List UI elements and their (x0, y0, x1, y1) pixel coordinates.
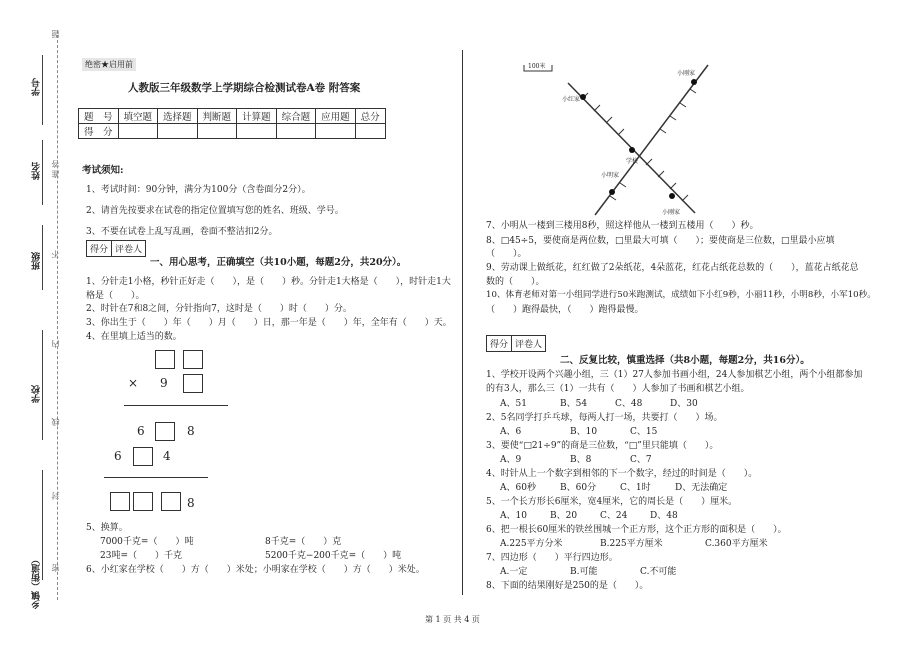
grader-name-label: 评卷人 (115, 245, 143, 255)
grader-box (486, 335, 546, 352)
margin-label-xuexiao: 学校 (32, 385, 42, 403)
margin-line (42, 330, 43, 440)
grader-box (86, 240, 146, 257)
map-label: 小刚家 (677, 70, 696, 77)
conversion-item: 5200千克−200千克=（ ）吨 (265, 551, 402, 561)
score-cell[interactable] (316, 124, 356, 139)
puzzle-digit: 4 (163, 449, 171, 463)
score-table-header: 计算题 (237, 109, 277, 124)
puzzle-digit: 6 (137, 424, 145, 438)
question-text: 3、你出生于（ ）年（ ）月（ ）日，那一年是（ ）年，全年有（ ）天。 (86, 318, 452, 328)
score-table-header: 应用题 (316, 109, 356, 124)
option[interactable]: D、48 (650, 511, 678, 521)
margin-line (42, 55, 43, 125)
puzzle-digit: 6 (114, 449, 122, 463)
score-table-header: 选择题 (158, 109, 198, 124)
option[interactable]: C.不可能 (640, 567, 677, 577)
grader-score-label: 得分 (87, 241, 112, 256)
grader-name-label: 评卷人 (515, 340, 543, 350)
question-text: （ ）。 (486, 249, 527, 259)
option[interactable]: C、1时 (620, 483, 651, 493)
map-label: 小刚家 (662, 209, 681, 216)
option[interactable]: B.可能 (570, 567, 598, 577)
column-divider (462, 50, 463, 595)
seal-char: 线 (51, 418, 60, 426)
seal-char: 内 (51, 340, 60, 348)
question-text: 的有3人，那么三（1）一共有（ ）人参加了书画和棋艺小组。 (486, 384, 750, 394)
question-text: 数的（ ）。 (486, 277, 545, 287)
option[interactable]: B、60分 (560, 483, 597, 493)
section1-title: 一、用心思考，正确填空（共10小题，每题2分，共20分）。 (150, 257, 407, 268)
answer-box[interactable] (133, 492, 153, 511)
option[interactable]: B、8 (570, 455, 592, 465)
question-text: 5、换算。 (86, 523, 128, 533)
seal-char: 准 (51, 170, 60, 178)
margin-label-xingming: 姓名 (32, 162, 42, 180)
puzzle-digit: 9 (160, 376, 168, 390)
question-text: 3、要使“□21÷9”的商是三位数，“□”里只能填（ ）。 (486, 441, 719, 451)
map-label: 小红家 (562, 96, 581, 103)
question-text: 7、四边形（ ）平行四边形。 (486, 553, 618, 563)
margin-label-banji: 班级 (32, 252, 42, 270)
seal-char: 答 (51, 160, 60, 168)
score-cell[interactable] (158, 124, 198, 139)
option[interactable]: A.一定 (500, 567, 528, 577)
seal-char: 封 (51, 492, 60, 500)
seal-char: 密 (51, 564, 60, 572)
notice-item: 2、请首先按要求在试卷的指定位置填写您的姓名、班级、学号。 (86, 206, 344, 216)
option[interactable]: B、54 (560, 399, 588, 409)
margin-line (42, 470, 43, 580)
seal-char: 不 (51, 250, 60, 258)
page-footer: 第 1 页 共 4 页 (425, 615, 480, 624)
score-row-label: 得 分 (79, 124, 119, 139)
puzzle-rule (104, 477, 208, 478)
question-text: 4、在里填上适当的数。 (86, 332, 182, 342)
score-table-header: 判断题 (197, 109, 237, 124)
notice-heading: 考试须知: (82, 165, 124, 176)
question-text: 6、把一根长60厘米的铁丝围城一个正方形，这个正方形的面积是（ ）。 (486, 525, 787, 535)
puzzle-digit: 8 (187, 496, 195, 510)
question-text: 4、时针从上一个数字到相邻的下一个数字，经过的时间是（ ）。 (486, 469, 758, 479)
puzzle-rule (124, 405, 228, 406)
times-sign: × (128, 376, 139, 390)
location-map (520, 55, 730, 230)
option[interactable]: D、30 (670, 399, 698, 409)
option[interactable]: B、10 (570, 427, 598, 437)
question-text: 2、时针在7和8之间，分针指向7，这时是（ ）时（ ）分。 (86, 304, 352, 314)
answer-box[interactable] (161, 492, 181, 511)
map-scale-label: 100米 (528, 63, 546, 70)
question-text: 2、5名同学打乒乓球，每两人打一场，共要打（ ）场。 (486, 413, 723, 423)
notice-item: 1、考试时间：90分钟，满分为100分（含卷面分2分）。 (86, 185, 311, 195)
option[interactable]: A、10 (500, 511, 527, 521)
notice-item: 3、不要在试卷上乱写乱画，卷面不整洁扣2分。 (86, 227, 278, 237)
section2-title: 二、反复比较，慎重选择（共8小题，每题2分，共16分）。 (560, 355, 810, 366)
answer-box[interactable] (155, 350, 175, 369)
option[interactable]: A、51 (500, 399, 527, 409)
option[interactable]: B、20 (550, 511, 578, 521)
question-text: 10、体育老师对第一小组同学进行50米跑测试，成绩如下小红9秒，小丽11秒，小明8秒，小军10秒。 (486, 290, 876, 300)
answer-box[interactable] (183, 350, 203, 369)
map-label: 学校 (626, 158, 639, 165)
seal-char: 题 (51, 30, 60, 38)
score-table (78, 108, 386, 139)
page-title: 人教版三年级数学上学期综合检测试卷A卷 附答案 (128, 82, 361, 94)
map-label: 小明家 (601, 172, 620, 179)
question-text: 1、分针走1小格，秒针正好走（ ），是（ ）秒。分针走1大格是（ ），时针走1大 (86, 277, 451, 287)
margin-line (42, 225, 43, 290)
option[interactable]: A.225平方分米 (500, 539, 563, 549)
score-cell[interactable] (118, 124, 158, 139)
question-text: 1、学校开设两个兴趣小组，三（1）27人参加书画小组，24人参加棋艺小组，两个小组都参加 (486, 370, 863, 380)
score-cell[interactable] (197, 124, 237, 139)
answer-box[interactable] (110, 492, 130, 511)
question-text: 格是（ ）。 (86, 291, 145, 301)
score-cell[interactable] (276, 124, 316, 139)
question-text: （ ）跑得最快，（ ）跑得最慢。 (486, 305, 644, 315)
question-text: 8、下面的结果刚好是250的是（ ）。 (486, 581, 649, 591)
option[interactable]: C、7 (630, 455, 652, 465)
conversion-item: 23吨=（ ）千克 (100, 551, 182, 561)
puzzle-digit: 8 (187, 424, 195, 438)
option[interactable]: D、无法确定 (675, 483, 728, 493)
option[interactable]: C、24 (600, 511, 628, 521)
score-table-header: 题 号 (79, 109, 119, 124)
score-cell[interactable] (355, 124, 385, 139)
option[interactable]: C、15 (630, 427, 658, 437)
question-text: 8、□45÷5，要使商是两位数，□里最大可填（ ）；要使商是三位数，□里最小应填 (486, 236, 835, 246)
seal-dashed-line (57, 30, 58, 600)
answer-box[interactable] (183, 374, 203, 393)
margin-line (42, 140, 43, 205)
question-text: 6、小红家在学校（ ）方（ ）米处；小明家在学校（ ）方（ ）米处。 (86, 565, 425, 575)
conversion-item: 7000千克=（ ）吨 (100, 537, 194, 547)
score-table-header: 总分 (355, 109, 385, 124)
question-text: 5、一个长方形长6厘米，宽4厘米，它的周长是（ ）厘米。 (486, 497, 738, 507)
secret-tag: 绝密★启用前 (82, 58, 136, 71)
score-table-header: 填空题 (118, 109, 158, 124)
option[interactable]: C、48 (615, 399, 643, 409)
option[interactable]: A、60秒 (500, 483, 536, 493)
answer-box[interactable] (133, 447, 153, 466)
question-text: 9、劳动课上做纸花，红红做了2朵纸花，4朵蓝花，红花占纸花总数的（ ），蓝花占纸花总 (486, 263, 859, 273)
option[interactable]: A、9 (500, 455, 522, 465)
margin-label-xuehao: 学号 (32, 78, 42, 96)
margin-label-xiangzhen: 乡镇（街道） (32, 555, 42, 609)
option[interactable]: C.360平方厘米 (705, 539, 768, 549)
grader-score-label: 得分 (487, 336, 512, 351)
conversion-item: 8千克=（ ）克 (265, 537, 342, 547)
score-table-header: 综合题 (276, 109, 316, 124)
answer-box[interactable] (155, 422, 175, 441)
option[interactable]: A、6 (500, 427, 522, 437)
option[interactable]: B.225平方厘米 (600, 539, 663, 549)
score-cell[interactable] (237, 124, 277, 139)
question-text: 7、小明从一楼到三楼用8秒，照这样他从一楼到五楼用（ ）秒。 (486, 221, 759, 231)
